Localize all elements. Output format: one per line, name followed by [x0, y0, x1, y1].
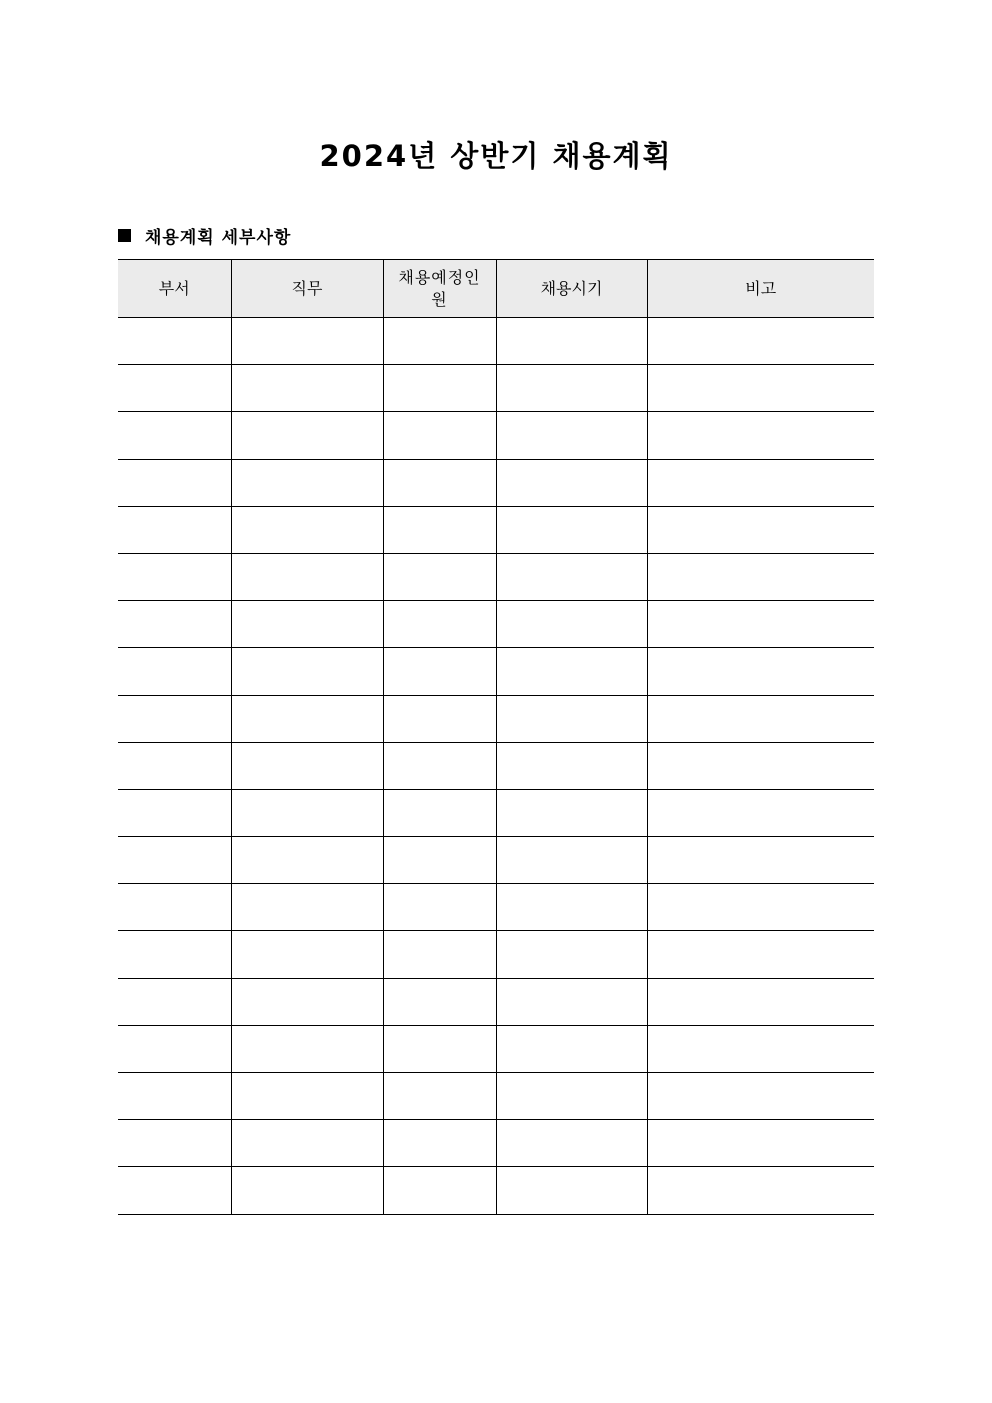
- cell-planned-headcount: [383, 648, 496, 695]
- cell-department: [118, 553, 231, 600]
- cell-duty: [231, 931, 383, 978]
- cell-remarks: [647, 459, 874, 506]
- cell-department: [118, 1167, 231, 1214]
- cell-department: [118, 837, 231, 884]
- cell-remarks: [647, 837, 874, 884]
- cell-remarks: [647, 978, 874, 1025]
- cell-hiring-period: [496, 884, 647, 931]
- cell-planned-headcount: [383, 601, 496, 648]
- cell-remarks: [647, 1025, 874, 1072]
- cell-hiring-period: [496, 365, 647, 412]
- cell-duty: [231, 365, 383, 412]
- cell-department: [118, 459, 231, 506]
- cell-hiring-period: [496, 506, 647, 553]
- cell-hiring-period: [496, 648, 647, 695]
- cell-duty: [231, 1167, 383, 1214]
- cell-remarks: [647, 601, 874, 648]
- cell-remarks: [647, 1167, 874, 1214]
- cell-department: [118, 931, 231, 978]
- cell-remarks: [647, 648, 874, 695]
- cell-hiring-period: [496, 695, 647, 742]
- square-bullet-icon: [118, 229, 131, 242]
- cell-duty: [231, 695, 383, 742]
- cell-duty: [231, 1073, 383, 1120]
- cell-department: [118, 412, 231, 459]
- cell-department: [118, 365, 231, 412]
- cell-hiring-period: [496, 412, 647, 459]
- cell-department: [118, 1025, 231, 1072]
- cell-planned-headcount: [383, 1025, 496, 1072]
- cell-hiring-period: [496, 601, 647, 648]
- cell-duty: [231, 978, 383, 1025]
- cell-planned-headcount: [383, 1073, 496, 1120]
- table-header-row: [118, 260, 874, 318]
- table-row: [118, 553, 874, 600]
- cell-remarks: [647, 742, 874, 789]
- cell-planned-headcount: [383, 553, 496, 600]
- cell-hiring-period: [496, 789, 647, 836]
- header-department: 부서: [118, 260, 231, 318]
- cell-department: [118, 1120, 231, 1167]
- table-row: [118, 1167, 874, 1214]
- table-row: [118, 742, 874, 789]
- cell-planned-headcount: [383, 789, 496, 836]
- cell-hiring-period: [496, 553, 647, 600]
- cell-remarks: [647, 553, 874, 600]
- cell-planned-headcount: [383, 837, 496, 884]
- cell-duty: [231, 459, 383, 506]
- cell-planned-headcount: [383, 742, 496, 789]
- table-row: [118, 318, 874, 365]
- cell-department: [118, 318, 231, 365]
- cell-planned-headcount: [383, 884, 496, 931]
- cell-department: [118, 1073, 231, 1120]
- cell-planned-headcount: [383, 506, 496, 553]
- header-duty: 직무: [231, 260, 383, 318]
- table-row: [118, 884, 874, 931]
- table-row: [118, 412, 874, 459]
- cell-duty: [231, 506, 383, 553]
- cell-duty: [231, 648, 383, 695]
- header-remarks: 비고: [647, 260, 874, 318]
- table-row: [118, 601, 874, 648]
- cell-duty: [231, 1025, 383, 1072]
- cell-planned-headcount: [383, 459, 496, 506]
- table-row: [118, 837, 874, 884]
- cell-hiring-period: [496, 1167, 647, 1214]
- table-row: [118, 931, 874, 978]
- table-row: [118, 648, 874, 695]
- cell-remarks: [647, 789, 874, 836]
- cell-duty: [231, 789, 383, 836]
- cell-department: [118, 884, 231, 931]
- cell-duty: [231, 884, 383, 931]
- cell-remarks: [647, 884, 874, 931]
- cell-remarks: [647, 412, 874, 459]
- cell-department: [118, 789, 231, 836]
- cell-remarks: [647, 931, 874, 978]
- cell-duty: [231, 601, 383, 648]
- table-row: [118, 365, 874, 412]
- table-row: [118, 1120, 874, 1167]
- cell-planned-headcount: [383, 695, 496, 742]
- table-row: [118, 789, 874, 836]
- cell-remarks: [647, 318, 874, 365]
- header-hiring-period: 채용시기: [496, 260, 647, 318]
- table-body: [118, 318, 874, 1215]
- cell-planned-headcount: [383, 365, 496, 412]
- cell-hiring-period: [496, 837, 647, 884]
- table-row: [118, 978, 874, 1025]
- cell-duty: [231, 318, 383, 365]
- cell-duty: [231, 553, 383, 600]
- cell-planned-headcount: [383, 318, 496, 365]
- cell-hiring-period: [496, 1073, 647, 1120]
- cell-department: [118, 506, 231, 553]
- cell-hiring-period: [496, 459, 647, 506]
- cell-department: [118, 648, 231, 695]
- cell-remarks: [647, 1073, 874, 1120]
- cell-planned-headcount: [383, 931, 496, 978]
- table-row: [118, 506, 874, 553]
- cell-department: [118, 601, 231, 648]
- cell-planned-headcount: [383, 1167, 496, 1214]
- cell-hiring-period: [496, 1120, 647, 1167]
- hiring-plan-table: [118, 259, 874, 1215]
- cell-duty: [231, 742, 383, 789]
- table-row: [118, 459, 874, 506]
- cell-hiring-period: [496, 318, 647, 365]
- cell-remarks: [647, 1120, 874, 1167]
- cell-planned-headcount: [383, 412, 496, 459]
- table-row: [118, 1073, 874, 1120]
- cell-duty: [231, 837, 383, 884]
- cell-duty: [231, 412, 383, 459]
- cell-hiring-period: [496, 978, 647, 1025]
- cell-hiring-period: [496, 1025, 647, 1072]
- section-heading: [118, 221, 291, 249]
- cell-duty: [231, 1120, 383, 1167]
- cell-planned-headcount: [383, 978, 496, 1025]
- table-row: [118, 1025, 874, 1072]
- cell-hiring-period: [496, 742, 647, 789]
- cell-planned-headcount: [383, 1120, 496, 1167]
- cell-remarks: [647, 365, 874, 412]
- page-title: 2024년 상반기 채용계획: [319, 139, 673, 173]
- cell-remarks: [647, 695, 874, 742]
- cell-department: [118, 695, 231, 742]
- header-planned-headcount: 채용예정인원: [383, 260, 496, 318]
- table-row: [118, 695, 874, 742]
- cell-hiring-period: [496, 931, 647, 978]
- cell-remarks: [647, 506, 874, 553]
- section-heading-label: 채용계획 세부사항: [145, 227, 292, 248]
- cell-department: [118, 978, 231, 1025]
- cell-department: [118, 742, 231, 789]
